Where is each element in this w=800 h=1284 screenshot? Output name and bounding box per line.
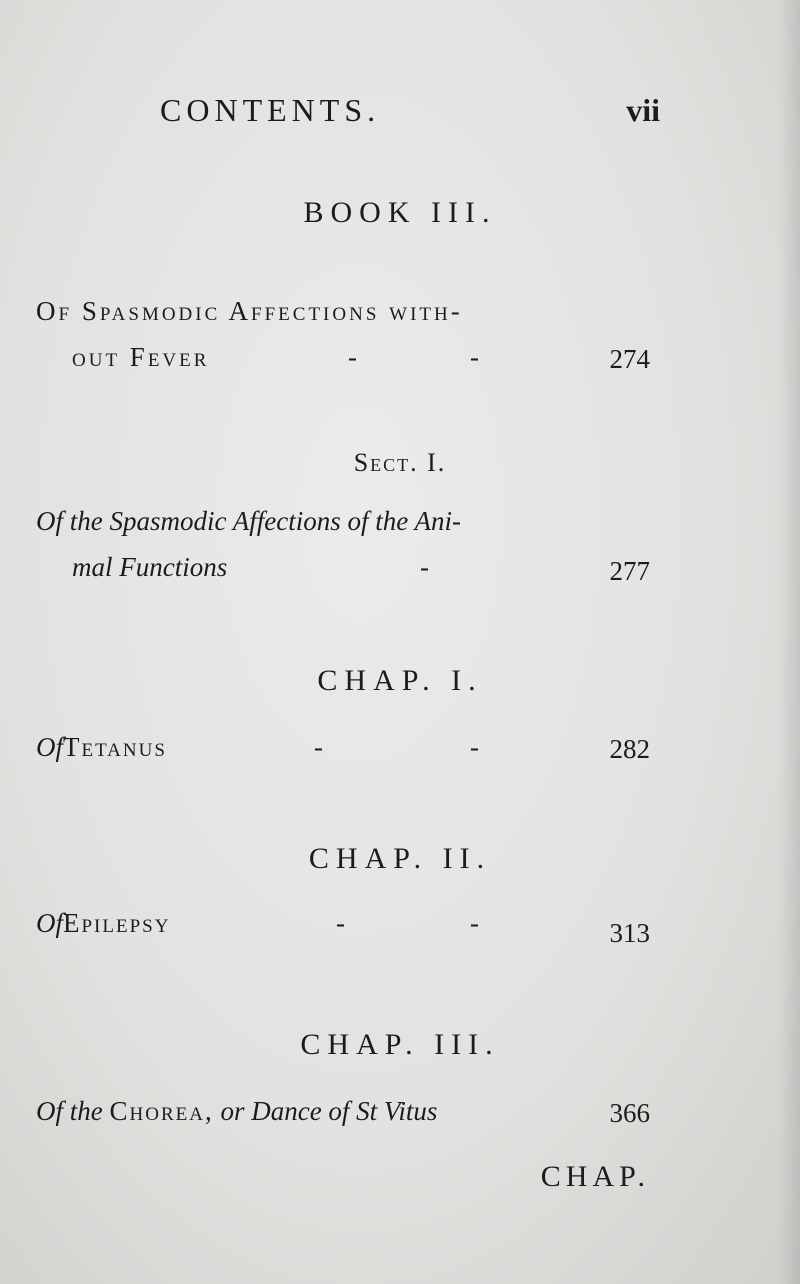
leader-dash: -	[314, 732, 323, 762]
catchword: CHAP.	[540, 1160, 650, 1193]
part-title-line2: out Fever	[72, 342, 210, 372]
chapter-entry	[36, 908, 170, 939]
entry-prefix: Of	[36, 732, 63, 762]
chapter-heading: CHAP. III.	[300, 1028, 500, 1061]
entry-title: Tetanus	[63, 732, 167, 762]
page-number: 313	[609, 918, 650, 948]
page-number: 274	[609, 344, 650, 374]
sect-title-line2: mal Functions	[72, 552, 228, 582]
entry-prefix: Of the	[36, 1096, 103, 1126]
running-title: CONTENTS.	[160, 92, 381, 128]
sect-title-line1: Of the Spasmodic Affections of the Ani-	[36, 506, 461, 536]
leader-dash: -	[348, 342, 357, 372]
chapter-entry	[36, 1096, 437, 1127]
page-number: 277	[609, 556, 650, 586]
page-number: 366	[609, 1098, 650, 1128]
page-header	[160, 92, 660, 142]
chapter-heading: CHAP. II.	[308, 842, 492, 875]
book-heading: BOOK III.	[303, 196, 497, 229]
chapter-heading: CHAP. I.	[317, 664, 483, 697]
page-folio: vii	[626, 92, 660, 128]
page-number: 282	[609, 734, 650, 764]
sect-heading: Sect. I.	[353, 448, 447, 477]
entry-prefix: Of	[36, 908, 63, 938]
page-edge-shadow	[778, 0, 800, 1284]
leader-dash: -	[470, 342, 479, 372]
leader-dash: -	[470, 732, 479, 762]
leader-dash: -	[336, 908, 345, 938]
chapter-entry	[36, 732, 167, 763]
entry-title: Chorea,	[109, 1096, 214, 1126]
leader-dash: -	[420, 552, 429, 582]
leader-dash: -	[470, 908, 479, 938]
entry-title: Epilepsy	[63, 908, 171, 938]
entry-subtitle: or Dance of St Vitus	[220, 1096, 438, 1126]
part-title-line1: Of Spasmodic Affections with-	[36, 296, 463, 326]
